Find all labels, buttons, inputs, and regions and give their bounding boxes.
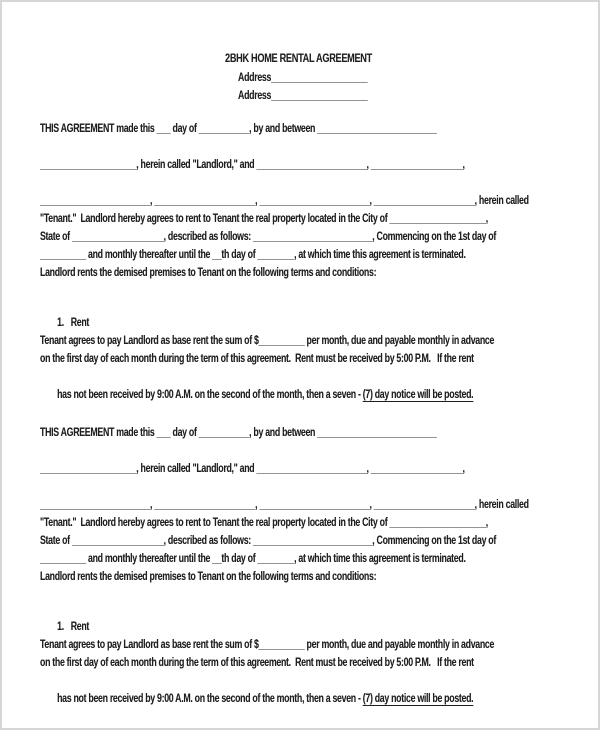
document-content xyxy=(40,0,560,730)
intro-line: THIS AGREEMENT made this ___ day of ___________, by and between __________________________ xyxy=(40,427,437,439)
agreement-block-2 xyxy=(40,424,560,705)
intro-line: _____________________, herein called "Landlord," and ________________________, ____________________, xyxy=(40,159,465,171)
intro-line: State of ____________________, described as follows: __________________________, Commencing on the 1st day of xyxy=(40,535,497,547)
rent-paragraph-line xyxy=(40,672,473,726)
intro-line: THIS AGREEMENT made this ___ day of ___________, by and between __________________________ xyxy=(40,123,437,135)
section-title: Rent xyxy=(70,317,90,329)
rent-paragraph-line: Tenant agrees to pay Landlord as base rent the sum of $__________ per month, due and payable monthly in advance xyxy=(40,335,495,347)
intro-line: __________ and monthly thereafter until the __th day of ________, at which time this agreement is terminated. xyxy=(40,249,466,261)
intro-line: State of ____________________, described as follows: __________________________, Commencing on the 1st day of xyxy=(40,231,497,243)
rent-paragraph-line: on the first day of each month during the term of this agreement. Rent must be received by 5:00 P.M. If the rent xyxy=(40,353,474,365)
section-number: 1. xyxy=(57,621,64,633)
agreement-block-1 xyxy=(40,120,560,401)
rent-paragraph-line: on the first day of each month during the term of this agreement. Rent must be received by 5:00 P.M. If the rent xyxy=(40,657,474,669)
notice-underlined-phrase: (7) day notice will be posted. xyxy=(362,693,474,705)
rent-line-prefix: has not been received by 9:00 A.M. on the second of the month, then a seven - xyxy=(57,693,363,705)
intro-line: ________________________, ______________________, ________________________, ______________________, herein called xyxy=(40,499,529,511)
address-line-2: Address_____________________ xyxy=(238,90,368,102)
intro-line: ________________________, ______________________, ________________________, ______________________, herein called xyxy=(40,195,529,207)
intro-line: __________ and monthly thereafter until the __th day of ________, at which time this agreement is terminated. xyxy=(40,553,466,565)
section-number: 1. xyxy=(57,317,64,329)
document-title: 2BHK HOME RENTAL AGREEMENT xyxy=(225,51,372,65)
rent-paragraph-line xyxy=(40,368,473,422)
notice-underlined-phrase: (7) day notice will be posted. xyxy=(362,389,474,401)
rent-line-prefix: has not been received by 9:00 A.M. on the second of the month, then a seven - xyxy=(57,389,363,401)
address-line-1: Address_____________________ xyxy=(238,72,368,84)
intro-line: _____________________, herein called "Landlord," and ________________________, ____________________, xyxy=(40,463,465,475)
intro-line: "Tenant." Landlord hereby agrees to rent to Tenant the real property located in the City of _____________________, xyxy=(40,213,488,225)
intro-line: Landlord rents the demised premises to Tenant on the following terms and conditions: xyxy=(40,571,377,583)
rent-paragraph-line: Tenant agrees to pay Landlord as base rent the sum of $__________ per month, due and payable monthly in advance xyxy=(40,639,495,651)
intro-line: "Tenant." Landlord hereby agrees to rent to Tenant the real property located in the City of _____________________, xyxy=(40,517,488,529)
section-title: Rent xyxy=(70,621,90,633)
intro-line: Landlord rents the demised premises to Tenant on the following terms and conditions: xyxy=(40,267,377,279)
